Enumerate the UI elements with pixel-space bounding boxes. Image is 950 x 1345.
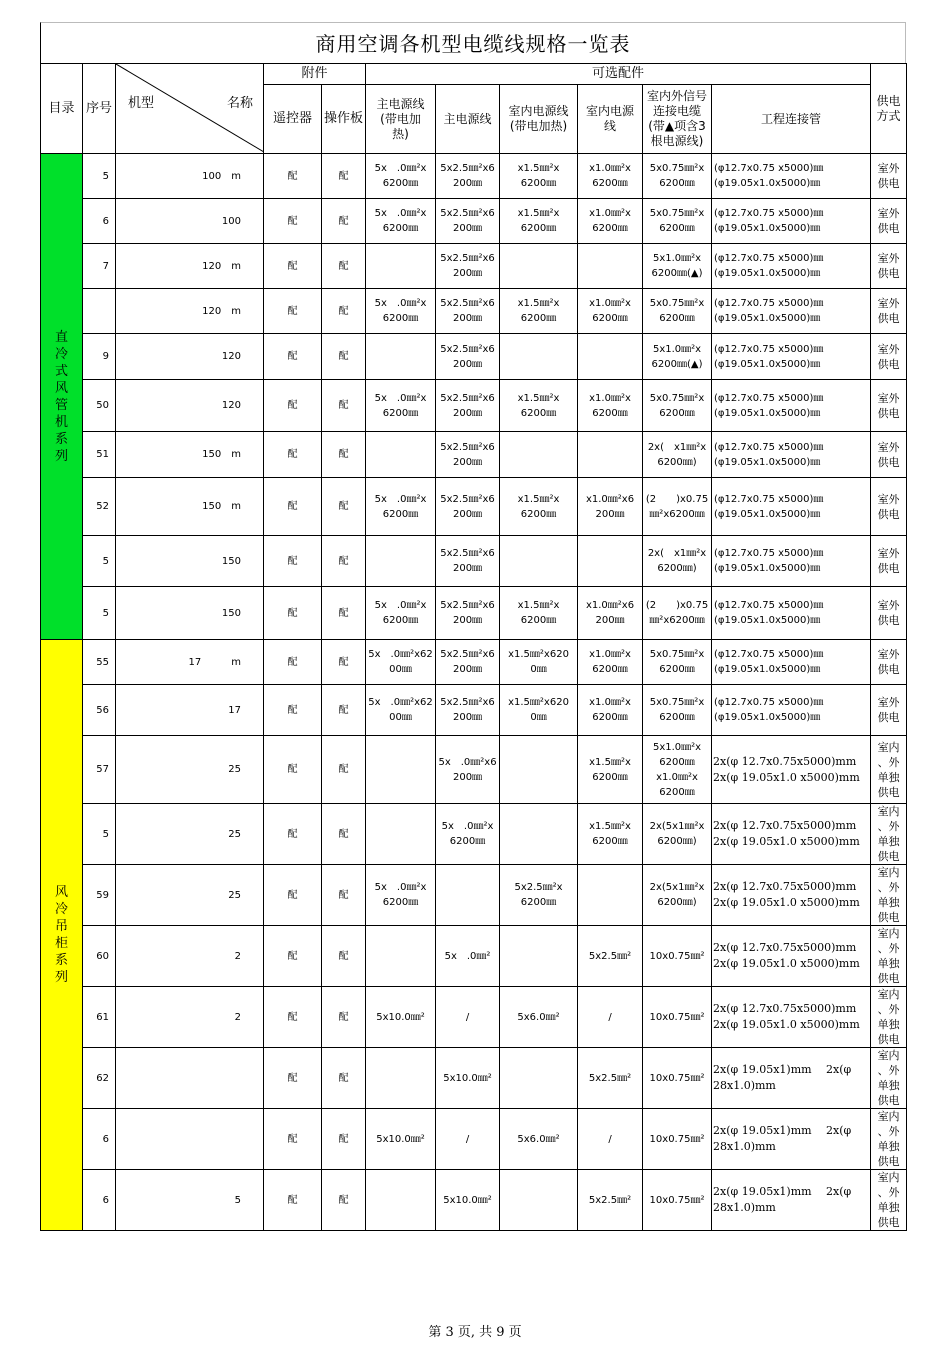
cell-remote: 配	[264, 736, 322, 804]
cell-signal-cable: 5x0.75㎜²x 6200㎜	[643, 640, 712, 685]
cell-signal-cable: 5x1.0㎜²x 6200㎜(▲)	[643, 334, 712, 380]
cell-main-power: /	[436, 987, 500, 1048]
cell-indoor-power: x1.0㎜²x 6200㎜	[578, 380, 643, 432]
table-row	[41, 536, 907, 587]
table-row	[41, 640, 907, 685]
cell-model: 25	[116, 865, 264, 926]
cell-model	[116, 1109, 264, 1170]
cell-supply: 室内 、外 单独 供电	[871, 926, 907, 987]
cell-supply: 室外 供电	[871, 536, 907, 587]
cell-remote: 配	[264, 380, 322, 432]
cell-seq: 6	[83, 1109, 116, 1170]
cell-supply: 室内 、外 单独 供电	[871, 865, 907, 926]
cell-pipe: (φ12.7x0.75 x5000)㎜ (φ19.05x1.0x5000)㎜	[712, 289, 871, 334]
cell-indoor-power: /	[578, 1109, 643, 1170]
cell-indoor-power-heat: x1.5㎜²x 6200㎜	[500, 380, 578, 432]
cell-seq: 55	[83, 640, 116, 685]
table-row	[41, 244, 907, 289]
cell-panel: 配	[322, 380, 366, 432]
header-optional: 可选配件	[366, 64, 871, 85]
cell-indoor-power: 5x2.5㎜²	[578, 1048, 643, 1109]
cell-signal-cable: 2x( x1㎜²x 6200㎜)	[643, 536, 712, 587]
cell-model: 25	[116, 804, 264, 865]
table-row	[41, 926, 907, 987]
cell-panel: 配	[322, 536, 366, 587]
cell-main-power-heat	[366, 1170, 436, 1231]
cell-main-power-heat	[366, 804, 436, 865]
table-row	[41, 1048, 907, 1109]
header-accessories: 附件	[264, 64, 366, 85]
cell-pipe: (φ12.7x0.75 x5000)㎜ (φ19.05x1.0x5000)㎜	[712, 244, 871, 289]
table-row	[41, 199, 907, 244]
cell-panel: 配	[322, 736, 366, 804]
cell-seq: 50	[83, 380, 116, 432]
cell-indoor-power: x1.0㎜²x 6200㎜	[578, 685, 643, 736]
cell-supply: 室外 供电	[871, 154, 907, 199]
cell-main-power: 5x2.5㎜²x6 200㎜	[436, 380, 500, 432]
cell-main-power-heat	[366, 926, 436, 987]
cell-model: 120	[116, 334, 264, 380]
cell-main-power-heat: 5x .0㎜²x 6200㎜	[366, 289, 436, 334]
cell-signal-cable: 2x( x1㎜²x 6200㎜)	[643, 432, 712, 478]
cell-seq: 9	[83, 334, 116, 380]
table-row	[41, 1109, 907, 1170]
cell-remote: 配	[264, 640, 322, 685]
cell-panel: 配	[322, 432, 366, 478]
cell-signal-cable: 10x0.75㎜²	[643, 926, 712, 987]
cell-main-power-heat: 5x .0㎜²x 6200㎜	[366, 478, 436, 536]
cell-pipe: (φ12.7x0.75 x5000)㎜ (φ19.05x1.0x5000)㎜	[712, 478, 871, 536]
header-supply: 供电 方式	[871, 64, 907, 154]
cell-remote: 配	[264, 478, 322, 536]
cell-signal-cable: 5x0.75㎜²x 6200㎜	[643, 289, 712, 334]
cell-model: 100	[116, 199, 264, 244]
cell-main-power-heat	[366, 334, 436, 380]
cell-supply: 室外 供电	[871, 478, 907, 536]
cell-signal-cable: 10x0.75㎜²	[643, 1048, 712, 1109]
cell-indoor-power: 5x2.5㎜²	[578, 926, 643, 987]
cell-main-power: 5x2.5㎜²x6 200㎜	[436, 478, 500, 536]
cell-model: 150 m	[116, 432, 264, 478]
cell-supply: 室外 供电	[871, 640, 907, 685]
cell-signal-cable: 10x0.75㎜²	[643, 987, 712, 1048]
cell-main-power: /	[436, 1109, 500, 1170]
cell-supply: 室内 、外 单独 供电	[871, 1048, 907, 1109]
cell-indoor-power: x1.0㎜²x6 200㎜	[578, 478, 643, 536]
header-signal-cable: 室内外信号 连接电缆 (带▲项含3 根电源线)	[643, 85, 712, 154]
cell-indoor-power-heat: x1.5㎜²x620 0㎜	[500, 640, 578, 685]
cell-supply: 室外 供电	[871, 685, 907, 736]
cell-model: 120	[116, 380, 264, 432]
cell-seq: 7	[83, 244, 116, 289]
cell-indoor-power-heat: x1.5㎜²x 6200㎜	[500, 199, 578, 244]
cell-panel: 配	[322, 154, 366, 199]
cell-remote: 配	[264, 587, 322, 640]
cell-signal-cable: (2 )x0.75 ㎜²x6200㎜	[643, 478, 712, 536]
cell-supply: 室外 供电	[871, 380, 907, 432]
cell-seq: 5	[83, 536, 116, 587]
cell-seq: 57	[83, 736, 116, 804]
table-row	[41, 478, 907, 536]
table-row	[41, 987, 907, 1048]
cell-supply: 室内 、外 单独 供电	[871, 736, 907, 804]
cell-main-power: 5x10.0㎜²	[436, 1170, 500, 1231]
cell-signal-cable: 10x0.75㎜²	[643, 1109, 712, 1170]
cable-spec-table	[40, 63, 907, 1231]
cell-model: 25	[116, 736, 264, 804]
cell-main-power-heat: 5x .0㎜²x 6200㎜	[366, 587, 436, 640]
cell-remote: 配	[264, 685, 322, 736]
cell-remote: 配	[264, 334, 322, 380]
page-footer: 第 3 页, 共 9 页	[428, 1325, 522, 1340]
cell-model	[116, 1048, 264, 1109]
cell-signal-cable: 5x0.75㎜²x 6200㎜	[643, 380, 712, 432]
cell-remote: 配	[264, 1048, 322, 1109]
cell-model: 150 m	[116, 478, 264, 536]
cell-model: 2	[116, 987, 264, 1048]
cell-indoor-power-heat	[500, 334, 578, 380]
cell-indoor-power-heat	[500, 926, 578, 987]
cell-panel: 配	[322, 199, 366, 244]
cell-pipe: (φ12.7x0.75 x5000)㎜ (φ19.05x1.0x5000)㎜	[712, 587, 871, 640]
cell-indoor-power-heat: x1.5㎜²x 6200㎜	[500, 587, 578, 640]
table-row	[41, 432, 907, 478]
cell-indoor-power	[578, 334, 643, 380]
cell-panel: 配	[322, 478, 366, 536]
cell-panel: 配	[322, 804, 366, 865]
cell-pipe: 2x(φ 12.7x0.75x5000)mm 2x(φ 19.05x1.0 x5000)mm	[712, 865, 871, 926]
cell-indoor-power: x1.5㎜²x 6200㎜	[578, 804, 643, 865]
cell-main-power-heat: 5x .0㎜²x 6200㎜	[366, 865, 436, 926]
header-remote: 遥控器	[264, 85, 322, 154]
cell-indoor-power-heat	[500, 244, 578, 289]
cell-main-power-heat: 5x10.0㎜²	[366, 987, 436, 1048]
spreadsheet	[40, 22, 906, 1231]
header-indoor-power-heat: 室内电源线 (带电加热)	[500, 85, 578, 154]
cell-main-power-heat	[366, 536, 436, 587]
cell-pipe: 2x(φ 19.05x1)mm 2x(φ 28x1.0)mm	[712, 1048, 871, 1109]
cell-pipe: (φ12.7x0.75 x5000)㎜ (φ19.05x1.0x5000)㎜	[712, 380, 871, 432]
cell-model: 150	[116, 536, 264, 587]
cell-panel: 配	[322, 865, 366, 926]
cell-remote: 配	[264, 199, 322, 244]
cell-indoor-power-heat: x1.5㎜²x 6200㎜	[500, 478, 578, 536]
cell-signal-cable: 5x0.75㎜²x 6200㎜	[643, 199, 712, 244]
cell-signal-cable: 5x1.0㎜²x 6200㎜(▲)	[643, 244, 712, 289]
cell-remote: 配	[264, 1170, 322, 1231]
cell-main-power-heat: 5x10.0㎜²	[366, 1109, 436, 1170]
cell-main-power-heat: 5x .0㎜²x 6200㎜	[366, 154, 436, 199]
cell-remote: 配	[264, 987, 322, 1048]
cell-indoor-power-heat	[500, 432, 578, 478]
cell-signal-cable: 10x0.75㎜²	[643, 1170, 712, 1231]
cell-supply: 室外 供电	[871, 587, 907, 640]
cell-indoor-power-heat	[500, 1170, 578, 1231]
table-row	[41, 587, 907, 640]
cell-main-power-heat: 5x .0㎜²x 6200㎜	[366, 380, 436, 432]
cell-supply: 室内 、外 单独 供电	[871, 1109, 907, 1170]
cell-signal-cable: 2x(5x1㎜²x 6200㎜)	[643, 804, 712, 865]
cell-pipe: (φ12.7x0.75 x5000)㎜ (φ19.05x1.0x5000)㎜	[712, 536, 871, 587]
cell-panel: 配	[322, 1048, 366, 1109]
cell-panel: 配	[322, 587, 366, 640]
cell-indoor-power-heat	[500, 536, 578, 587]
cell-seq: 62	[83, 1048, 116, 1109]
cell-seq: 5	[83, 804, 116, 865]
cell-model: 150	[116, 587, 264, 640]
table-row	[41, 804, 907, 865]
header-seq: 序号	[83, 64, 116, 154]
cell-panel: 配	[322, 987, 366, 1048]
cell-indoor-power-heat	[500, 736, 578, 804]
cell-indoor-power	[578, 244, 643, 289]
series-direct-duct: 直 冷 式 风 管 机 系 列	[41, 154, 83, 640]
cell-main-power: 5x2.5㎜²x6 200㎜	[436, 289, 500, 334]
cell-indoor-power-heat: 5x6.0㎜²	[500, 987, 578, 1048]
cell-seq: 60	[83, 926, 116, 987]
cell-remote: 配	[264, 244, 322, 289]
cell-remote: 配	[264, 926, 322, 987]
table-body	[41, 154, 907, 1231]
cell-main-power: 5x2.5㎜²x6 200㎜	[436, 154, 500, 199]
cell-indoor-power	[578, 536, 643, 587]
cell-panel: 配	[322, 926, 366, 987]
cell-main-power	[436, 865, 500, 926]
cell-panel: 配	[322, 685, 366, 736]
cell-model: 5	[116, 1170, 264, 1231]
cell-supply: 室内 、外 单独 供电	[871, 987, 907, 1048]
cell-pipe: (φ12.7x0.75 x5000)㎜ (φ19.05x1.0x5000)㎜	[712, 640, 871, 685]
cell-signal-cable: 2x(5x1㎜²x 6200㎜)	[643, 865, 712, 926]
header-catalog: 目录	[41, 64, 83, 154]
cell-main-power: 5x2.5㎜²x6 200㎜	[436, 244, 500, 289]
cell-indoor-power	[578, 865, 643, 926]
cell-pipe: (φ12.7x0.75 x5000)㎜ (φ19.05x1.0x5000)㎜	[712, 432, 871, 478]
cell-main-power-heat	[366, 244, 436, 289]
table-row	[41, 736, 907, 804]
cell-indoor-power: x1.0㎜²x 6200㎜	[578, 154, 643, 199]
cell-pipe: 2x(φ 12.7x0.75x5000)mm 2x(φ 19.05x1.0 x5000)mm	[712, 987, 871, 1048]
cell-seq: 6	[83, 199, 116, 244]
cell-main-power: 5x2.5㎜²x6 200㎜	[436, 432, 500, 478]
cell-seq: 52	[83, 478, 116, 536]
cell-indoor-power: x1.0㎜²x6 200㎜	[578, 587, 643, 640]
table-row	[41, 685, 907, 736]
cell-remote: 配	[264, 536, 322, 587]
cell-signal-cable: (2 )x0.75 ㎜²x6200㎜	[643, 587, 712, 640]
cell-seq: 5	[83, 587, 116, 640]
cell-panel: 配	[322, 1109, 366, 1170]
cell-pipe: 2x(φ 12.7x0.75x5000)mm 2x(φ 19.05x1.0 x5000)mm	[712, 804, 871, 865]
cell-signal-cable: 5x1.0㎜²x 6200㎜ x1.0㎜²x 6200㎜	[643, 736, 712, 804]
cell-main-power-heat: 5x .0㎜²x 6200㎜	[366, 199, 436, 244]
header-name: 名称	[226, 96, 253, 111]
cell-seq	[83, 289, 116, 334]
cell-supply: 室外 供电	[871, 432, 907, 478]
cell-panel: 配	[322, 244, 366, 289]
cell-pipe: (φ12.7x0.75 x5000)㎜ (φ19.05x1.0x5000)㎜	[712, 685, 871, 736]
cell-remote: 配	[264, 804, 322, 865]
table-row	[41, 865, 907, 926]
cell-panel: 配	[322, 640, 366, 685]
cell-signal-cable: 5x0.75㎜²x 6200㎜	[643, 685, 712, 736]
cell-indoor-power: /	[578, 987, 643, 1048]
cell-seq: 51	[83, 432, 116, 478]
cell-supply: 室外 供电	[871, 334, 907, 380]
table-row	[41, 334, 907, 380]
cell-main-power-heat	[366, 736, 436, 804]
header-pipe: 工程连接管	[712, 85, 871, 154]
cell-remote: 配	[264, 289, 322, 334]
cell-model: 120 m	[116, 244, 264, 289]
header-model: 机型	[128, 96, 155, 111]
table-row	[41, 154, 907, 199]
cell-main-power-heat: 5x .0㎜²x62 00㎜	[366, 685, 436, 736]
cell-main-power: 5x2.5㎜²x6 200㎜	[436, 199, 500, 244]
cell-main-power: 5x2.5㎜²x6 200㎜	[436, 685, 500, 736]
cell-main-power: 5x .0㎜²	[436, 926, 500, 987]
cell-indoor-power: x1.0㎜²x 6200㎜	[578, 199, 643, 244]
cell-indoor-power-heat: x1.5㎜²x620 0㎜	[500, 685, 578, 736]
header-main-power-heat: 主电源线 (带电加 热)	[366, 85, 436, 154]
cell-pipe: 2x(φ 12.7x0.75x5000)mm 2x(φ 19.05x1.0 x5000)mm	[712, 736, 871, 804]
cell-indoor-power-heat: x1.5㎜²x 6200㎜	[500, 289, 578, 334]
cell-supply: 室外 供电	[871, 199, 907, 244]
cell-panel: 配	[322, 334, 366, 380]
cell-indoor-power-heat: 5x6.0㎜²	[500, 1109, 578, 1170]
cell-seq: 56	[83, 685, 116, 736]
cell-main-power: 5x2.5㎜²x6 200㎜	[436, 334, 500, 380]
cell-panel: 配	[322, 1170, 366, 1231]
cell-pipe: 2x(φ 19.05x1)mm 2x(φ 28x1.0)mm	[712, 1109, 871, 1170]
cell-indoor-power: x1.0㎜²x 6200㎜	[578, 289, 643, 334]
cell-indoor-power	[578, 432, 643, 478]
cell-seq: 59	[83, 865, 116, 926]
cell-remote: 配	[264, 865, 322, 926]
cell-main-power-heat	[366, 432, 436, 478]
header-indoor-power: 室内电源 线	[578, 85, 643, 154]
cell-remote: 配	[264, 432, 322, 478]
cell-pipe: (φ12.7x0.75 x5000)㎜ (φ19.05x1.0x5000)㎜	[712, 199, 871, 244]
table-row	[41, 1170, 907, 1231]
cell-remote: 配	[264, 154, 322, 199]
cell-model: 17 m	[116, 640, 264, 685]
header-panel: 操作板	[322, 85, 366, 154]
cell-model: 17	[116, 685, 264, 736]
cell-main-power: 5x2.5㎜²x6 200㎜	[436, 640, 500, 685]
cell-pipe: 2x(φ 19.05x1)mm 2x(φ 28x1.0)mm	[712, 1170, 871, 1231]
cell-model: 100 m	[116, 154, 264, 199]
cell-main-power-heat	[366, 1048, 436, 1109]
table-row	[41, 380, 907, 432]
cell-supply: 室外 供电	[871, 289, 907, 334]
cell-pipe: (φ12.7x0.75 x5000)㎜ (φ19.05x1.0x5000)㎜	[712, 334, 871, 380]
cell-indoor-power-heat	[500, 804, 578, 865]
cell-indoor-power: x1.5㎜²x 6200㎜	[578, 736, 643, 804]
table-row	[41, 289, 907, 334]
cell-panel: 配	[322, 289, 366, 334]
cell-pipe: (φ12.7x0.75 x5000)㎜ (φ19.05x1.0x5000)㎜	[712, 154, 871, 199]
cell-model: 120 m	[116, 289, 264, 334]
cell-main-power: 5x .0㎜²x 6200㎜	[436, 804, 500, 865]
cell-indoor-power-heat: x1.5㎜²x 6200㎜	[500, 154, 578, 199]
cell-main-power: 5x .0㎜²x6 200㎜	[436, 736, 500, 804]
cell-main-power: 5x10.0㎜²	[436, 1048, 500, 1109]
cell-indoor-power: x1.0㎜²x 6200㎜	[578, 640, 643, 685]
series-air-cabinet: 风 冷 吊 柜 系 列	[41, 640, 83, 1231]
cell-main-power-heat: 5x .0㎜²x62 00㎜	[366, 640, 436, 685]
title-bar	[40, 22, 906, 63]
page-title: 商用空调各机型电缆线规格一览表	[315, 32, 631, 56]
cell-indoor-power-heat	[500, 1048, 578, 1109]
cell-main-power: 5x2.5㎜²x6 200㎜	[436, 587, 500, 640]
cell-signal-cable: 5x0.75㎜²x 6200㎜	[643, 154, 712, 199]
cell-indoor-power: 5x2.5㎜²	[578, 1170, 643, 1231]
cell-seq: 6	[83, 1170, 116, 1231]
cell-model: 2	[116, 926, 264, 987]
cell-main-power: 5x2.5㎜²x6 200㎜	[436, 536, 500, 587]
cell-seq: 61	[83, 987, 116, 1048]
cell-supply: 室外 供电	[871, 244, 907, 289]
cell-supply: 室内 、外 单独 供电	[871, 1170, 907, 1231]
header-model-name	[116, 64, 264, 154]
cell-remote: 配	[264, 1109, 322, 1170]
header-main-power: 主电源线	[436, 85, 500, 154]
cell-supply: 室内 、外 单独 供电	[871, 804, 907, 865]
cell-indoor-power-heat: 5x2.5㎜²x 6200㎜	[500, 865, 578, 926]
cell-pipe: 2x(φ 12.7x0.75x5000)mm 2x(φ 19.05x1.0 x5000)mm	[712, 926, 871, 987]
cell-seq: 5	[83, 154, 116, 199]
